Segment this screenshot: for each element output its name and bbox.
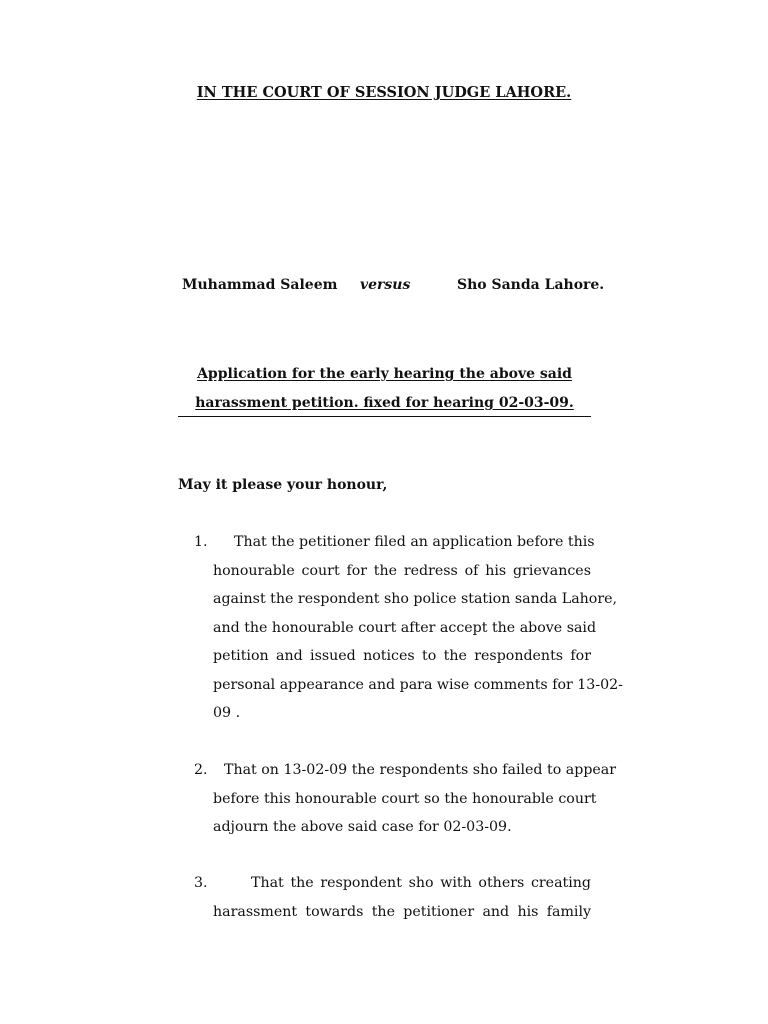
- salutation: May it please your honour,: [178, 477, 388, 493]
- petitioner-name: Muhammad Saleem: [182, 277, 338, 293]
- paragraph-line: personal appearance and para wise comments for 13-02-: [213, 676, 623, 693]
- paragraph-line: before this honourable court so the honourable court: [213, 790, 597, 807]
- paragraph-line: harassment towards the petitioner and his family: [213, 903, 591, 920]
- subject-line-2: harassment petition. fixed for hearing 02-03-09.: [195, 395, 574, 411]
- case-parties: [0, 277, 768, 297]
- subject-line-1: Application for the early hearing the above said: [197, 366, 572, 382]
- paragraph-line: 09 .: [213, 705, 241, 721]
- paragraph-number: 1.: [194, 534, 208, 550]
- versus-label: versus: [360, 277, 411, 293]
- application-subject: [178, 360, 591, 418]
- paragraph-line: petition and issued notices to the respondents for: [213, 648, 591, 664]
- paragraph-number: 3.: [194, 875, 208, 891]
- paragraph-line: That on 13-02-09 the respondents sho failed to appear: [224, 762, 617, 778]
- respondent-name: Sho Sanda Lahore.: [457, 277, 605, 293]
- subject-divider: [178, 416, 591, 417]
- paragraph-number: 2.: [194, 762, 208, 778]
- paragraph-line: That the petitioner filed an application before this: [234, 534, 595, 550]
- paragraph-line: and the honourable court after accept the above said: [213, 619, 597, 636]
- paragraph-line: adjourn the above said case for 02-03-09.: [213, 819, 512, 835]
- paragraph-line: That the respondent sho with others creating: [251, 875, 591, 891]
- paragraph-line: honourable court for the redress of his grievances: [213, 562, 591, 579]
- court-title: IN THE COURT OF SESSION JUDGE LAHORE.: [196, 84, 572, 101]
- paragraph-line: against the respondent sho police station sanda Lahore,: [213, 591, 618, 607]
